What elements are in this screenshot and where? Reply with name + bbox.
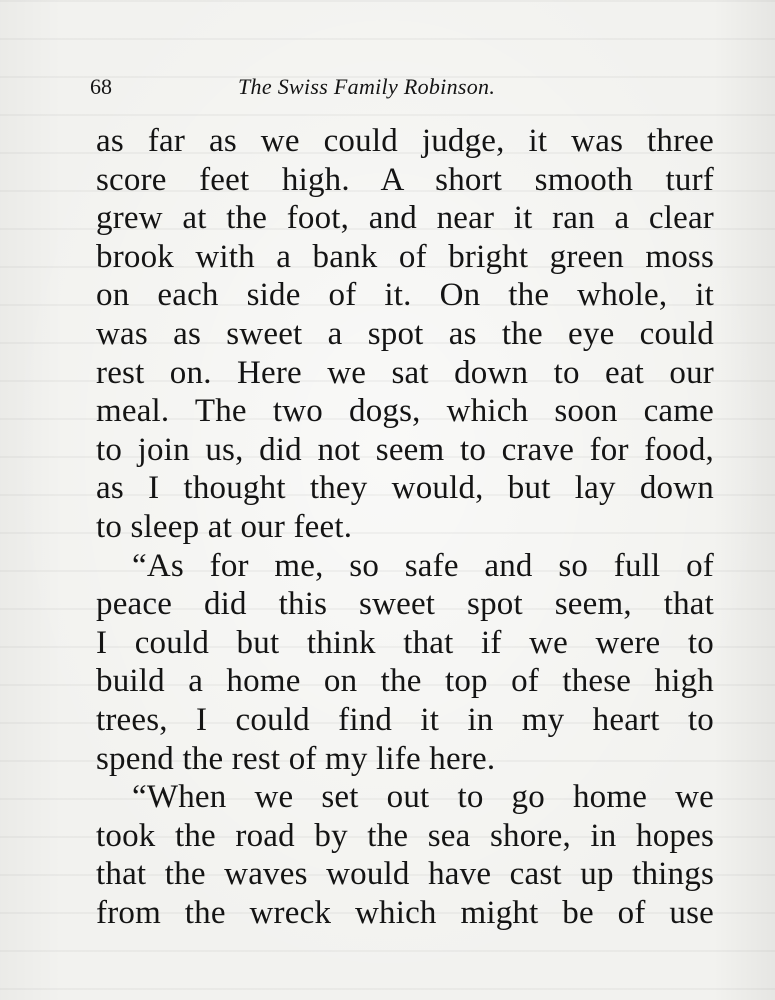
running-title: The Swiss Family Robinson. <box>238 74 496 99</box>
text-line: meal. The two dogs, which soon came <box>96 393 714 430</box>
body-text <box>96 122 714 932</box>
page-number: 68 <box>90 74 112 99</box>
text-line: to join us, did not seem to crave for food, <box>96 431 714 468</box>
text-line: build a home on the top of these high <box>96 663 714 700</box>
text-line: as far as we could judge, it was three <box>96 123 714 159</box>
text-line: score feet high. A short smooth turf <box>96 161 714 198</box>
text-line: that the waves would have cast up things <box>96 856 714 893</box>
text-line: spend the rest of my life here. <box>96 740 496 777</box>
text-line: grew at the foot, and near it ran a clear <box>96 200 714 237</box>
text-line: brook with a bank of bright green moss <box>96 238 714 275</box>
text-line: was as sweet a spot as the eye could <box>96 315 714 352</box>
text-line: I could but think that if we were to <box>96 624 714 661</box>
text-line: “When we set out to go home we <box>132 779 714 816</box>
text-line: on each side of it. On the whole, it <box>96 277 714 314</box>
page-header <box>90 72 560 106</box>
text-line: took the road by the sea shore, in hopes <box>96 817 714 854</box>
text-line: trees, I could find it in my heart to <box>96 701 714 738</box>
text-line: as I thought they would, but lay down <box>96 470 714 507</box>
text-line: peace did this sweet spot seem, that <box>96 586 714 623</box>
text-line: to sleep at our feet. <box>96 508 353 545</box>
text-line: rest on. Here we sat down to eat our <box>96 354 714 391</box>
text-line: “As for me, so safe and so full of <box>132 547 714 584</box>
text-line: from the wreck which might be of use <box>96 894 714 931</box>
